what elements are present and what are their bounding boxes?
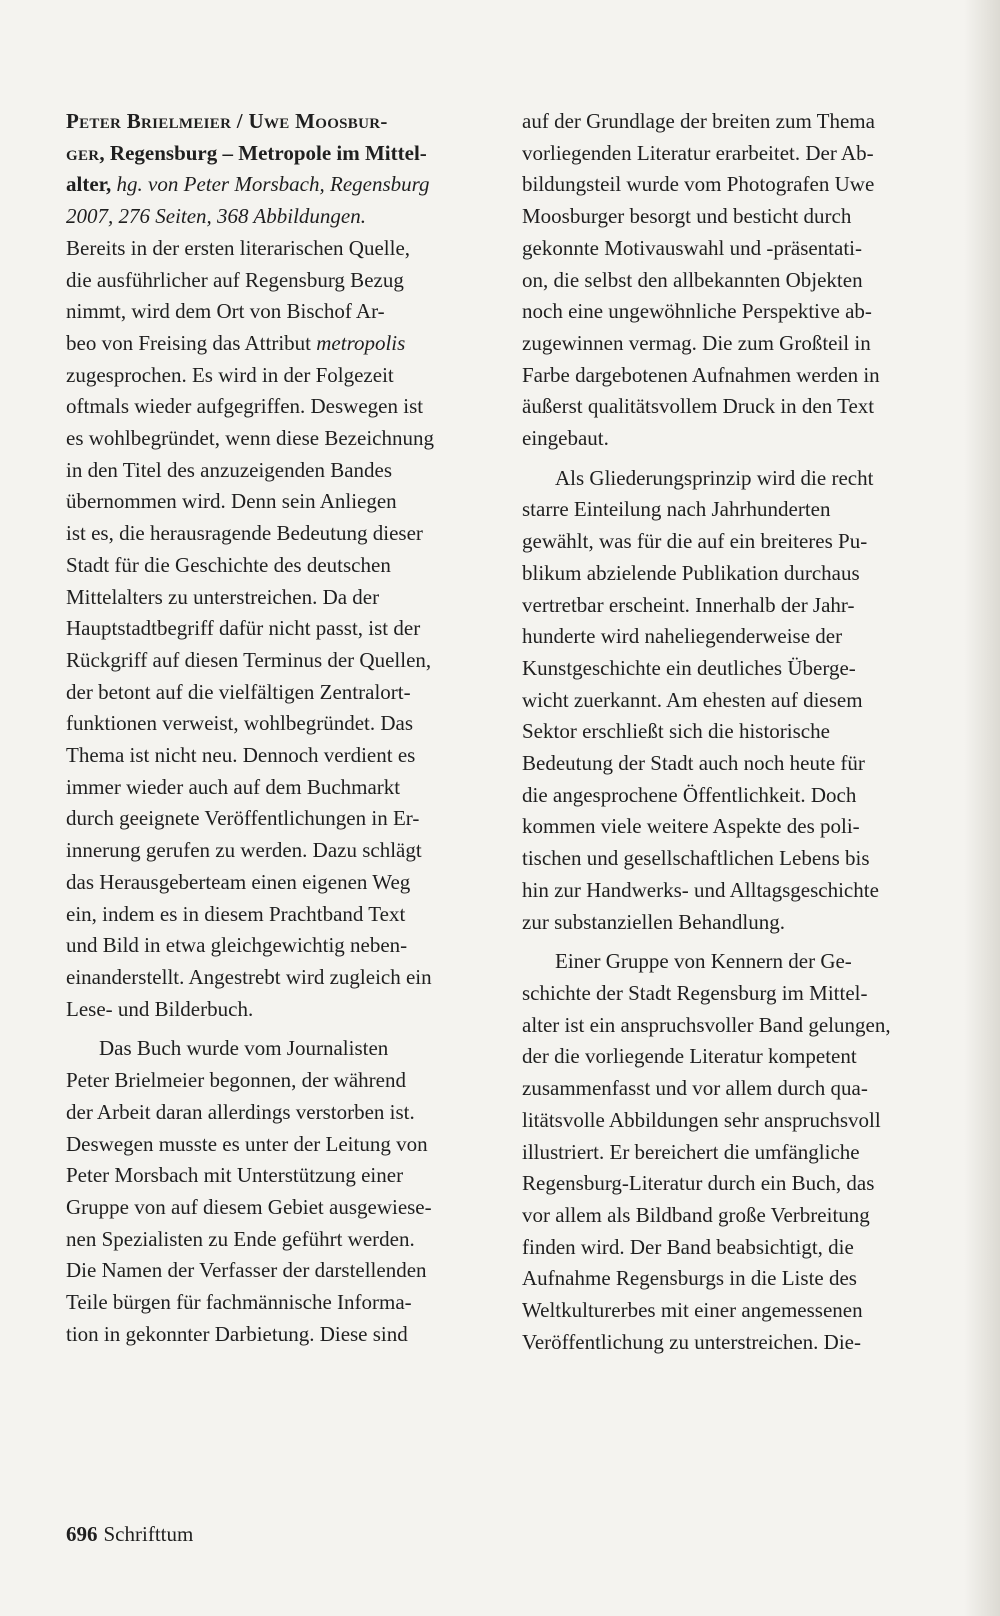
text-line: Weltkulturerbes mit einer angemessenen (522, 1298, 863, 1323)
page-number: 696 (66, 1522, 98, 1546)
text-line: Bereits in der ersten literarischen Quelle, (66, 235, 411, 260)
text-line: Aufnahme Regensburgs in die Liste des (522, 1266, 857, 1291)
text-line: nen Spezialisten zu Ende geführt werden. (66, 1226, 415, 1251)
review-meta: hg. von Peter Morsbach, Regensburg (111, 172, 430, 197)
text-line: vorliegenden Literatur erarbeitet. Der Ab- (522, 140, 874, 165)
text-line: Moosburger besorgt und besticht durch (522, 204, 852, 229)
text-line: Einer Gruppe von Kennern der Ge- (555, 949, 852, 974)
text-line: tischen und gesellschaftlichen Lebens bis (522, 846, 870, 871)
text-line: zur substanziellen Behandlung. (522, 909, 786, 934)
text-line: kommen viele weitere Aspekte des poli- (522, 814, 860, 839)
text-line: der die vorliegende Literatur kompetent (522, 1044, 857, 1069)
text-line: Farbe dargebotenen Aufnahmen werden in (522, 362, 880, 387)
text-line: in den Titel des anzuzeigenden Bandes (66, 457, 393, 482)
text-line: ist es, die herausragende Bedeutung dieser (66, 521, 423, 546)
text-line: nimmt, wird dem Ort von Bischof Ar- (66, 299, 385, 324)
review-authors: Peter Brielmeier / Uwe Moosbur- (66, 109, 388, 133)
text-line: Sektor erschließt sich die historische (522, 719, 830, 744)
paragraph-right-3 (522, 946, 958, 1358)
text-line: finden wird. Der Band beabsichtigt, die (522, 1234, 854, 1259)
text-line: hin zur Handwerks- und Alltagsgeschichte (522, 877, 879, 902)
page-edge-shadow (964, 0, 1000, 1616)
text-line: on, die selbst den allbekannten Objekten (522, 267, 863, 292)
text-line: bildungsteil wurde vom Photografen Uwe (522, 172, 875, 197)
text-line: Teile bürgen für fachmännische Informa- (66, 1290, 412, 1315)
text-line: ein, indem es in diesem Prachtband Text (66, 901, 406, 926)
right-column (522, 106, 958, 1358)
text-line: und Bild in etwa gleichgewichtig neben- (66, 933, 408, 958)
text-line: übernommen wird. Denn sein Anliegen (66, 489, 397, 514)
text-line: zusammenfasst und vor allem durch qua- (522, 1076, 868, 1101)
paragraph-left-1 (66, 233, 498, 1026)
text-line: tion in gekonnter Darbietung. Diese sind (66, 1321, 408, 1346)
text-line: Mittelalters zu unterstreichen. Da der (66, 584, 380, 609)
text-line: Als Gliederungsprinzip wird die recht (555, 465, 874, 490)
paragraph-right-2 (522, 463, 958, 939)
review-header (66, 106, 498, 233)
text-line: es wohlbegründet, wenn diese Bezeichnung (66, 426, 434, 451)
text-line: das Herausgeberteam einen eigenen Weg (66, 869, 411, 894)
text-line: vor allem als Bildband große Verbreitung (522, 1202, 870, 1227)
text-line: Das Buch wurde vom Journalisten (99, 1036, 389, 1061)
text-line: die angesprochene Öffentlichkeit. Doch (522, 782, 857, 807)
text-line: der Arbeit daran allerdings verstorben ist. (66, 1099, 415, 1124)
text-line: gekonnte Motivauswahl und -präsentati- (522, 235, 862, 260)
text-line: schichte der Stadt Regensburg im Mittel- (522, 980, 868, 1005)
section-name: Schrifttum (103, 1522, 194, 1546)
text-line: Thema ist nicht neu. Dennoch verdient es (66, 743, 416, 768)
text-line: wicht zuerkannt. Am ehesten auf diesem (522, 687, 863, 712)
text-line: immer wieder auch auf dem Buchmarkt (66, 774, 401, 799)
left-column (66, 106, 498, 1350)
text-line: auf der Grundlage der breiten zum Thema (522, 109, 875, 133)
text-line: blikum abzielende Publikation durchaus (522, 560, 860, 585)
page-footer (66, 1522, 193, 1547)
text-line: die ausführlicher auf Regensburg Bezug (66, 267, 404, 292)
review-title: , Regensburg – Metropole im Mittel- (99, 140, 427, 165)
text-line: zugesprochen. Es wird in der Folgezeit (66, 362, 394, 387)
review-authors-end: ger (66, 140, 100, 165)
review-title-end: alter, (66, 172, 112, 197)
text-line: vertretbar erscheint. Innerhalb der Jahr- (522, 592, 855, 617)
text-line: Die Namen der Verfasser der darstellenden (66, 1258, 427, 1283)
text-line: noch eine ungewöhnliche Perspektive ab- (522, 299, 872, 324)
text-line: litätsvolle Abbildungen sehr anspruchsvoll (522, 1107, 881, 1132)
text-line: alter ist ein anspruchsvoller Band gelungen, (522, 1012, 891, 1037)
text-line: starre Einteilung nach Jahrhunderten (522, 497, 831, 522)
text-line: Gruppe von auf diesem Gebiet ausgewiese- (66, 1194, 432, 1219)
metropolis-term: metropolis (316, 330, 406, 355)
paragraph-right-1 (522, 106, 958, 455)
text-line: illustriert. Er bereichert die umfängliche (522, 1139, 860, 1164)
text-line: Regensburg-Literatur durch ein Buch, das (522, 1171, 875, 1196)
text-line: Lese- und Bilderbuch. (66, 996, 254, 1021)
text-line: Deswegen musste es unter der Leitung von (66, 1131, 428, 1156)
review-meta-end: 2007, 276 Seiten, 368 Abbildungen. (66, 204, 366, 229)
text-line: Kunstgeschichte ein deutliches Überge- (522, 655, 856, 680)
text-line: durch geeignete Veröffentlichungen in Er- (66, 806, 420, 831)
text-line: hunderte wird naheliegenderweise der (522, 624, 843, 649)
text-line: Peter Morsbach mit Unterstützung einer (66, 1163, 404, 1188)
paragraph-left-2 (66, 1033, 498, 1350)
text-line: einanderstellt. Angestrebt wird zugleich ein (66, 964, 432, 989)
text-line: funktionen verweist, wohlbegründet. Das (66, 711, 414, 736)
text-line: Bedeutung der Stadt auch noch heute für (522, 751, 865, 776)
text-line: gewählt, was für die auf ein breiteres Pu- (522, 529, 868, 554)
text-line: Hauptstadtbegriff dafür nicht passt, ist der (66, 616, 421, 641)
text-line: zugewinnen vermag. Die zum Großteil in (522, 330, 871, 355)
text-line: Peter Brielmeier begonnen, der während (66, 1068, 406, 1093)
text-line: äußerst qualitätsvollem Druck in den Text (522, 394, 875, 419)
text-line: Stadt für die Geschichte des deutschen (66, 552, 391, 577)
text-line: eingebaut. (522, 426, 609, 451)
text-line: Rückgriff auf diesen Terminus der Quellen, (66, 647, 432, 672)
text-line: oftmals wieder aufgegriffen. Deswegen ist (66, 394, 424, 419)
text-line: Veröffentlichung zu unterstreichen. Die- (522, 1329, 861, 1354)
text-line: beo von Freising das Attribut (66, 330, 317, 355)
text-line: innerung gerufen zu werden. Dazu schlägt (66, 838, 422, 863)
text-line: der betont auf die vielfältigen Zentralort- (66, 679, 411, 704)
